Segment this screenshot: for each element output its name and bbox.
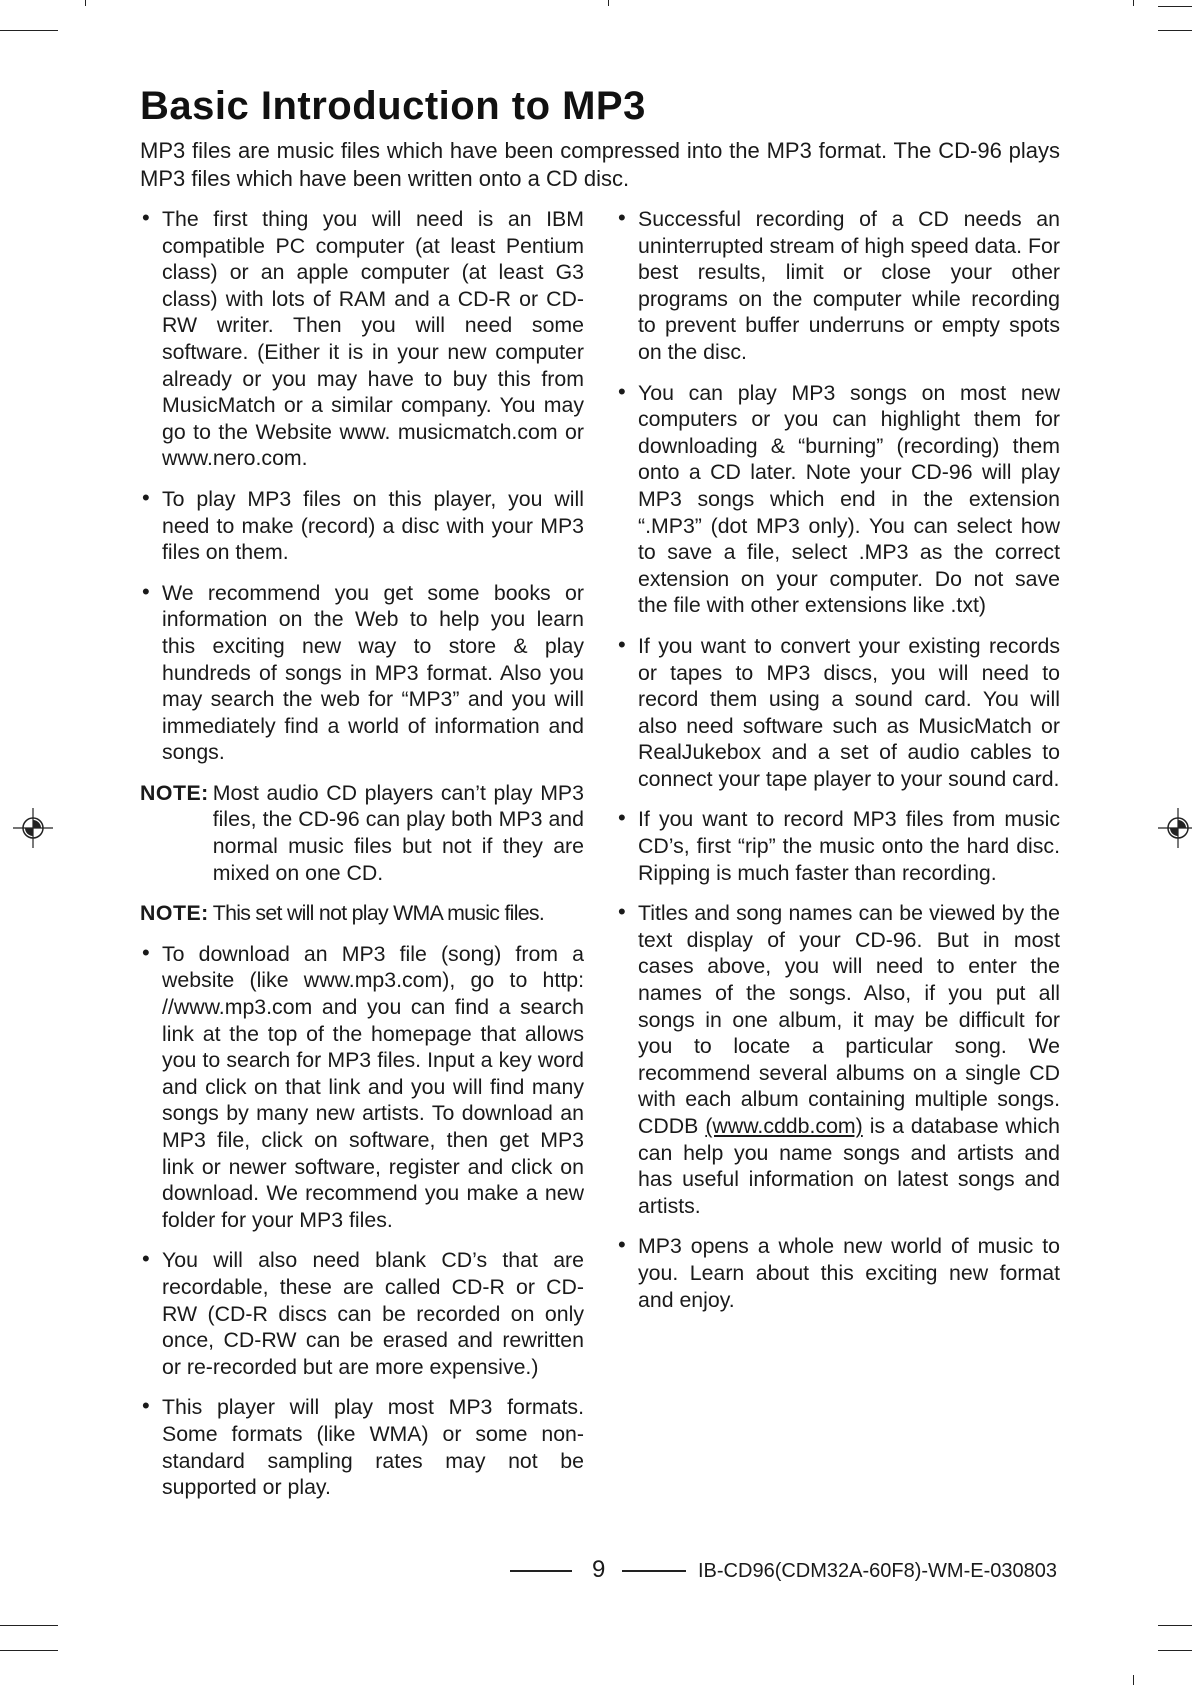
left-column bbox=[140, 206, 584, 1515]
list-item-text: This player will play most MP3 formats. Some formats (like WMA) or some non-standard sampling rates may not be supported or play. bbox=[162, 1395, 584, 1500]
bullet-icon: • bbox=[618, 378, 626, 404]
crop-mark-bottom-right-h bbox=[1158, 1625, 1192, 1626]
crop-mark-bottom-right-v bbox=[1133, 1675, 1134, 1685]
page-number: 9 bbox=[592, 1556, 606, 1583]
list-item bbox=[140, 1394, 584, 1500]
list-item bbox=[616, 900, 1060, 1219]
crop-mark-top-left-h bbox=[0, 30, 58, 31]
list-item-text-part: is a database which can help you name songs and artists and has useful information on latest songs and artists. bbox=[638, 1114, 1060, 1218]
note-text: Most audio CD players can’t play MP3 files, the CD-96 can play both MP3 and normal music files but not if they are mixed on one CD. bbox=[212, 780, 584, 885]
crop-mark-bottom-left-h2 bbox=[0, 1650, 58, 1651]
list-item-text bbox=[638, 901, 1060, 1218]
list-item bbox=[616, 633, 1060, 793]
list-item bbox=[140, 1247, 584, 1380]
bullet-icon: • bbox=[142, 578, 150, 604]
bullet-icon: • bbox=[618, 205, 626, 230]
bullet-icon: • bbox=[618, 1232, 626, 1258]
registration-mark-right-icon bbox=[1158, 808, 1192, 848]
footer-rule-left bbox=[510, 1570, 572, 1572]
list-item bbox=[140, 206, 584, 472]
bullet-icon: • bbox=[142, 1393, 150, 1419]
crop-mark-top-center-v bbox=[608, 0, 609, 6]
bullet-icon: • bbox=[618, 805, 626, 831]
list-item-text: To play MP3 files on this player, you will need to make (record) a disc with your MP3 files on them. bbox=[162, 486, 584, 565]
registration-mark-left-icon bbox=[13, 808, 53, 848]
list-item-text: If you want to convert your existing records or tapes to MP3 discs, you will need to record them using a sound card. You will also need software such as MusicMatch or RealJukebox and a set of audio cables to connect your tape player to your sound card. bbox=[638, 633, 1060, 791]
list-item bbox=[616, 806, 1060, 886]
bullet-icon: • bbox=[142, 484, 150, 510]
crop-mark-top-right-v bbox=[1133, 0, 1134, 6]
crop-mark-bottom-right-h2 bbox=[1158, 1650, 1192, 1651]
note-block bbox=[140, 900, 584, 927]
list-item-text-part: Titles and song names can be viewed by the text display of your CD-96. But in most cases above, you will need to enter the names of the songs. Also, if you put all songs in one album, it may be difficult for you to locate a particular song. We recommend several albums on a single CD with each album containing multiple songs. CDDB bbox=[638, 901, 1060, 1138]
footer-rule-right bbox=[622, 1570, 686, 1572]
bullet-icon: • bbox=[142, 1246, 150, 1272]
list-item-text: To download an MP3 file (song) from a website (like www.mp3.com), go to http: //www.mp3.com and you can find a search link at the top of the homepage that allows you to search for MP3 files. Input a key word and click on that link and you will find many songs by many new artists. To download an MP3 file, click on software, then get MP3 link or newer software, register and click on download. We recommend you make a new folder for your MP3 files. bbox=[162, 941, 584, 1232]
bullet-icon: • bbox=[618, 631, 626, 657]
list-item-text: You will also need blank CD’s that are recordable, these are called CD-R or CD-RW (CD-R discs can be recorded on only once, CD-RW can be erased and rewritten or re-recorded but are more expensive.) bbox=[162, 1248, 584, 1379]
bullet-icon: • bbox=[142, 205, 150, 230]
page-footer bbox=[510, 1556, 1062, 1586]
list-item-text: If you want to record MP3 files from music CD’s, first “rip” the music onto the hard disc. Ripping is much faster than recording. bbox=[638, 807, 1060, 885]
page-title: Basic Introduction to MP3 bbox=[140, 84, 646, 128]
list-item-text: The first thing you will need is an IBM compatible PC computer (at least Pentium class) or an apple computer (at least G3 class) with lots of RAM and a CD-R or CD-RW writer. Then you will need some software. (Either it is in your new computer already or you may have to buy this from MusicMatch or a similar company. You may go to the Website www. musicmatch.com or www.nero.com. bbox=[162, 207, 584, 471]
note-block bbox=[140, 780, 584, 886]
note-label: NOTE: bbox=[140, 901, 209, 926]
document-code: IB-CD96(CDM32A-60F8)-WM-E-030803 bbox=[698, 1560, 1057, 1582]
list-item bbox=[140, 486, 584, 566]
crop-mark-top-left-v bbox=[85, 0, 86, 6]
right-column bbox=[616, 206, 1060, 1327]
list-item bbox=[616, 1233, 1060, 1313]
bullet-icon: • bbox=[142, 939, 150, 965]
list-item bbox=[140, 941, 584, 1234]
list-item bbox=[616, 206, 1060, 366]
list-item-text: Successful recording of a CD needs an uninterrupted stream of high speed data. For best results, limit or close your other programs on the computer while recording to prevent buffer underruns or empty spots on the disc. bbox=[638, 207, 1060, 364]
intro-paragraph: MP3 files are music files which have been compressed into the MP3 format. The CD-96 plays MP3 files which have been written onto a CD disc. bbox=[140, 138, 1060, 191]
crop-mark-top-right-h2 bbox=[1158, 6, 1192, 7]
cddb-link[interactable]: (www.cddb.com) bbox=[705, 1114, 863, 1138]
list-item bbox=[616, 380, 1060, 619]
note-text: This set will not play WMA music files. bbox=[212, 901, 545, 926]
list-item-text: MP3 opens a whole new world of music to you. Learn about this exciting new format and enjoy. bbox=[638, 1234, 1060, 1312]
bullet-icon: • bbox=[618, 899, 626, 925]
list-item-text: You can play MP3 songs on most new computers or you can highlight them for downloading & “burning” (recording) them onto a CD later. Note your CD-96 will play MP3 songs which end in the extension “.MP3” (dot MP3 only). You can select how to save a file, select .MP3 as the correct extension on your computer. Do not save the file with other extensions like .txt) bbox=[638, 380, 1060, 618]
crop-mark-top-right-h bbox=[1158, 30, 1192, 31]
list-item bbox=[140, 580, 584, 766]
note-label: NOTE: bbox=[140, 780, 209, 805]
list-item-text: We recommend you get some books or information on the Web to help you learn this exciting new way to store & play hundreds of songs in MP3 format. Also you may search the web for “MP3” and you will immediately find a world of information and songs. bbox=[162, 580, 584, 765]
crop-mark-bottom-left-h bbox=[0, 1625, 58, 1626]
